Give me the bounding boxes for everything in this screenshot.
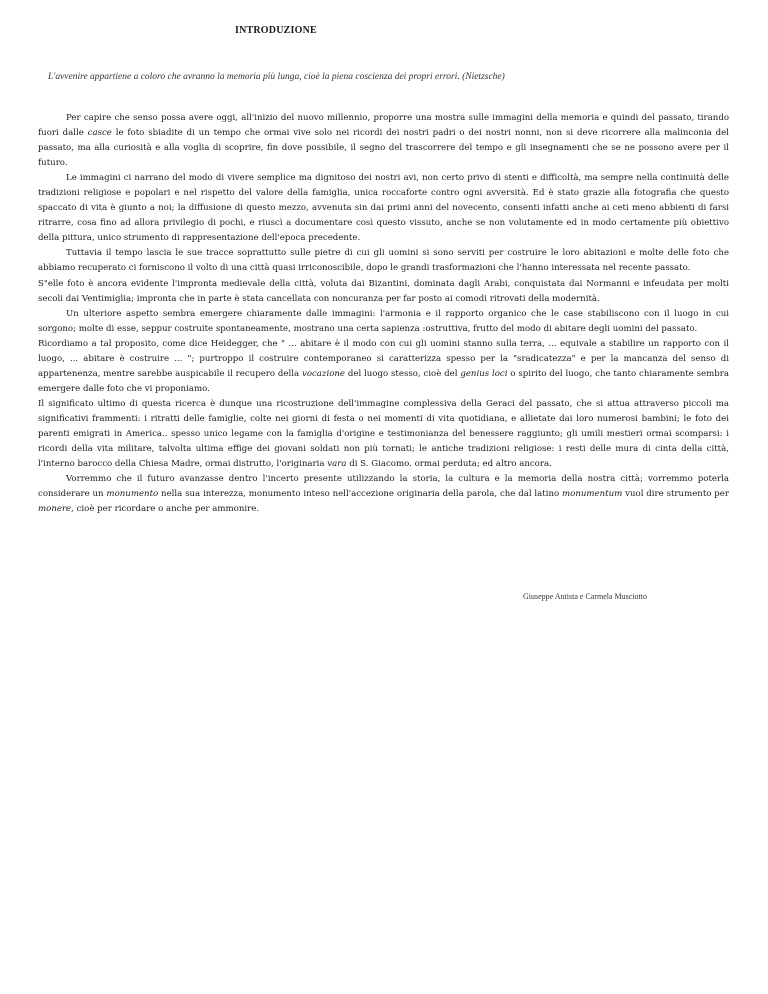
paragraph-text: S"elle foto è ancora evidente l'impronta medievale della città, voluta dai Bizantini, dominata dagli Arabi, conquistata dai Normanni e infeudata per molti secoli dai Ventimiglia; impronta che in parte è stata cancellata con noncuranza per far posto ai comodi ritrovati della modernità.: [38, 278, 729, 304]
italic-term: vocazione: [301, 368, 346, 379]
italic-term: vara: [327, 459, 347, 470]
paragraph-text: vuol dire strumento per: [622, 489, 729, 500]
body-paragraph: [38, 171, 729, 246]
epigraph-quote: L'avvenire appartiene a coloro che avranno la memoria più lunga, cioè la piena coscienza dei propri errori. (Nietzsche): [48, 72, 505, 82]
author-signature: Giuseppe Antista e Carmela Musciotto: [523, 592, 647, 601]
italic-term: monumento: [106, 489, 159, 500]
body-paragraph: [38, 111, 729, 171]
paragraph-text: Ricordiamo a tal proposito, come dice Heidegger, che " ... abitare è il modo con cui gli uomini stanno sulla terra, ... equivale a stabilire un rapporto con il luogo, ... abitare è costruire ... "; purtroppo il costruire contemporaneo si caratterizza spesso per la "sradicatezza" e per la mancanza del senso di appartenenza, mentre sarebbe auspicabile il recupero della: [38, 338, 729, 379]
paragraph-text: di S. Giacomo. ormai perduta; ed altro ancora.: [346, 459, 552, 470]
body-text: [38, 111, 729, 517]
body-paragraph: [38, 472, 729, 517]
italic-term: monumentum: [562, 489, 623, 500]
italic-term: genius loci: [460, 368, 508, 379]
paragraph-text: le foto sbiadite di un tempo che ormai vive solo nei ricordi dei nostri padri o dei nostri nonni, non si deve ricorrere alla malinconia del passato, ma alla curiosità e alla voglia di scoprire, fin dove possibile, il segno del trascorrere del tempo e gli insegnamenti che se ne possono avere per il futuro.: [38, 128, 729, 169]
italic-term: casce: [87, 128, 112, 139]
paragraph-text: o spirito del luogo, che tanto chiaramente sembra emergere dalle foto che vi proponiamo.: [38, 368, 729, 394]
body-paragraph: [38, 307, 729, 337]
paragraph-text: Vorremmo che il futuro avanzasse dentro l'incerto presente utilizzando la storia, la cultura e la memoria della nostra città; vorremmo poterla considerare un: [38, 474, 729, 500]
body-paragraph: [38, 277, 729, 307]
body-paragraph: [38, 246, 729, 276]
paragraph-text: cioè per ricordare o anche per ammonire.: [73, 504, 260, 515]
paragraph-text: Tuttavia il tempo lascia le sue tracce soprattutto sulle pietre di cui gli uomini si sono serviti per costruire le loro abitazioni e molte delle foto che abbiamo recuperato ci forniscono il volto di una città quasi irriconoscibile, dopo le grandi trasformazioni che l'hanno interessata nel recente passato.: [38, 248, 729, 274]
body-paragraph: [38, 337, 729, 397]
paragraph-text: Le immagini ci narrano del modo di vivere semplice ma dignitoso dei nostri avi, non certo privo di stenti e difficoltà, ma sempre nella continuità delle tradizioni religiose e popolari e nel rispetto del valore della famiglia, unica roccaforte contro ogni avversità. Ed è stato grazie alla fotografia che questo spaccato di vita è giunto a noi; la diffusione di questo mezzo, avvenuta sin dai primi anni del novecento, consenti infatti anche ai ceti meno abbienti di farsi ritrarre, cosa fino ad allora privilegio di pochi, e riuscì a documentare così questo vissuto, anche se non volutamente ed in modo certamente più obiettivo della pittura, unico strumento di rappresentazione dell'epoca precedente.: [38, 173, 729, 244]
italic-term: monere,: [38, 504, 74, 515]
paragraph-text: del luogo stesso, cioè del: [345, 368, 461, 379]
document-title: INTRODUZIONE: [235, 25, 317, 36]
paragraph-text: nella sua interezza, monumento inteso nell'accezione originaria della parola, che dal latino: [158, 489, 563, 500]
body-paragraph: [38, 397, 729, 472]
paragraph-text: Un ulteriore aspetto sembra emergere chiaramente dalle immagini: l'armonia e il rapporto organico che le case stabiliscono con il luogo in cui sorgono; molte di esse, seppur costruite spontaneamente, mostrano una certa sapienza :ostruttiva, frutto del modo di abitare degli uomini del passato.: [38, 308, 729, 334]
paragraph-text: Per capire che senso possa avere oggi, all'inizio del nuovo millennio, proporre una mostra sulle immagini della memoria e quindi del passato, tirando fuori dalle: [38, 113, 729, 139]
paragraph-text: Il significato ultimo di questa ricerca è dunque una ricostruzione dell'immagine complessiva della Geraci del passato, che si attua attraverso piccoli ma significativi frammenti: i ritratti delle famiglie, colte nei giorni di festa o nei momenti di vita quotidiana, e allietate dai loro numerosi bambini; le foto dei parenti emigrati in America.. spesso unico legame con la famiglia d'origine e testimonianza del benessere raggiunto; gli umili mestieri ormai scomparsi: i ricordi della vita militare, talvolta ultima effige dei giovani soldati non più tornati; le antiche tradizioni religiose: i resti delle mura di cinta della città, l'interno barocco della Chiesa Madre, ormai distrutto, l'originaria: [38, 398, 729, 470]
